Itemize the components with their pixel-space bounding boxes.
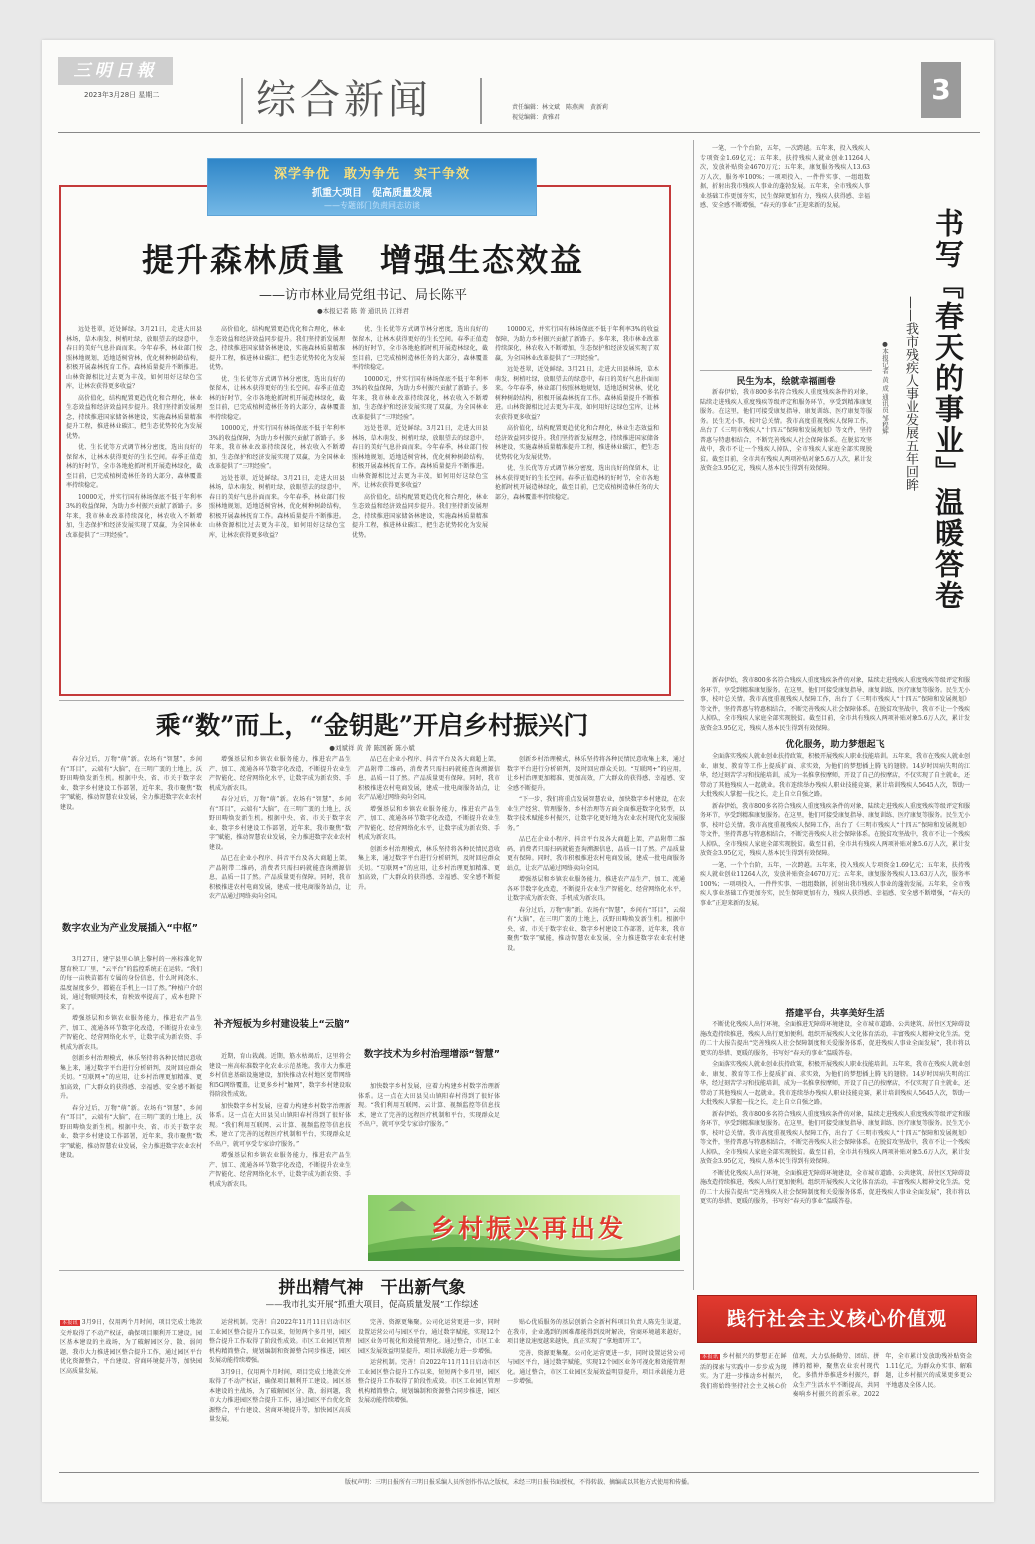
side-text-1: 一笔、一个个台阶，五年，一次跨越。五年来，投入残疾人专项资金1.69亿元；五年来，扶持残疾人就业创业11264人次，发放补贴资金4670万元；五年来，康复服务残疾人13.63万人次，服务率100%；一项项投入、一件件实事、一组组数据，折射出我市残疾人事业的蓬勃发展。五年来，全市残疾人事业基础工作更加夯实，民生保障更加有力，残疾人获得感、幸福感、安全感不断增强，“春天的事业”正迎来新的发展。 xyxy=(700,145,870,209)
core-values-banner xyxy=(697,1295,977,1343)
side-text-4d: 不断优化残疾人出行环境，全面推进无障碍环境建设，全市城市道路、公共建筑、居住区无障碍设施改造持续推进，残疾人出行更加便利。组织开展残疾人文化体育活动，丰富残疾人精神文化生活。党的二十大报告提出“完善残疾人社会保障制度和关爱服务体系，促进残疾人事业全面发展”，我市将以更实的举措、更暖的服务，书写好“春天的事业”温暖答卷。 xyxy=(700,1169,970,1205)
side-text-3: 全面落实残疾人就业创业扶持政策，积极开展残疾人职业技能培训。五年来，我市在残疾人就业创业、康复、教育等工作上提质扩面、求实效，为他们的梦想插上腾飞的翅膀。14岁时因病失明的江华，经过刻苦学习和技能培训，成为一名推拿按摩师，开设了自己的按摩店，不仅实现了自主就业，还带动了其他残疾人一起就业。我市连续举办残疾人职业技能竞赛，累计培训残疾人5645人次，帮助一大批残疾人掌握一技之长，走上自立自强之路。 xyxy=(700,753,970,798)
top-col2-cont3: 远处苍翠，近处鲜绿。3月21日，走进大田县林场，草木萌发、树梢吐绿，放眼望去的绿意中，春日的美好气息扑面而来。今年春季，林业部门按照林地规划，适地适树营林，优化树种树龄结构，积极开展森林抚育工作。森林质量提升不断推进。山林资源相比过去更为丰茂，如何用好这绿色宝库，让林农获得更多收益？ xyxy=(209,474,345,539)
values-tag: 本报讯 xyxy=(702,1354,719,1360)
project-col4-text: 贴心优质服务的基层创新合全新村科项目负责人陈先生说道，在我市，企业遇到的困难都能得到及时解决，营商环境越来越好，项目建设速度越来越快，真正实现了“拿地即开工”。 xyxy=(507,1319,685,1345)
top-story-headline: 提升森林质量 增强生态效益 xyxy=(141,241,584,279)
issue-date: 2023年3月28日 星期二 xyxy=(84,91,160,99)
banner-line-3: ——专题部门负责同志访谈 xyxy=(324,201,420,210)
side-text-4: 不断优化残疾人出行环境，全面推进无障碍环境建设，全市城市道路、公共建筑、居住区无障碍设施改造持续推进，残疾人出行更加便利。组织开展残疾人文化体育活动，丰富残疾人精神文化生活。党的二十大报告提出“完善残疾人社会保障制度和关爱服务体系，促进残疾人事业全面发展”，我市将以更实的举措、更暖的服务，书写好“春天的事业”温暖答卷。 xyxy=(700,1021,970,1057)
rural-col1b-cont3: 春分过后，万物“萌”新。农场有“智慧”，乡间有“耳目”，云端有“大脑”，在三明广袤的土地上，沃野田畴焕发新生机。根据中央、省、市关于数字农业、数字乡村建设工作部署，近年来，我市聚焦“数字”赋能，推动智慧农业发展，全力推进数字农业农村建设。 xyxy=(60,1104,202,1159)
side-text-3b: 新春伊始，我市800多名符合残疾人重度残疾条件的对象，陆续走进残疾人重度残疾等级评定和服务环节，享受到精准康复服务。在这里，他们可接受康复指导、康复训练、医疗康复等服务。民生无小事，枝叶总关情。我市高度重视残疾人保障工作，出台了《三明市残疾人“十四五”保障和发展规划》等文件，坚持普惠与特惠相结合，不断完善残疾人社会保障体系。在脱贫攻坚战中，我市不让一个残疾人掉队，全市残疾人家庭全部实现脱贫。截至目前，全市共有残疾人两项补贴对象5.6万人次，累计发放资金3.95亿元，残疾人基本民生得到有效保障。 xyxy=(700,802,970,857)
rural-col3-text: 品已在企业小程序、抖音平台及各大商超上架，产品附带二维码，消费者只需扫码就能查询溯源信息，品质一目了然。产品质量更有保障。同时，我市积极推进农村电商发展，建成一批电商服务站点，让农产品通过网络卖向全国。 xyxy=(358,756,500,801)
newspaper-page xyxy=(42,40,994,1502)
masthead-logo xyxy=(58,57,173,85)
values-text: 乡村振兴的梦想正在鲜活的探索与实践中一步步成为现实。为了进一步推动乡村振兴，我们将始终坚持社会主义核心价值观，大力弘扬勤劳、团结、拼搏的精神，聚焦农业农村现代化，多措并举推进乡村振兴，群众生产生活水平不断提高，共同奏响乡村振兴的新乐章。2022年，全市累计发放助残补贴资金1.11亿元，为群众办实事、解难题，让乡村振兴的成果更多更公平地惠及全体人民。 xyxy=(700,1353,972,1398)
project-col-3 xyxy=(358,1318,500,1468)
rural-col3-cont: 增强基层和乡镇农业服务能力，推进农产品生产、加工、流通各环节数字化改造，不断提升农业生产智能化、经营网络化水平，让数字成为新农资、手机成为新农具。 xyxy=(358,805,500,841)
project-col2-text: 运营机制。完善！自2022年11月11日启动市区工业园区整合提升工作以来，短短两个多月里，园区整合提升工作取得了阶段性成效。市区工业园区管理机构精简整合，规划编制和资源整合同步推进，园区发展动能持续增强。 xyxy=(209,1319,351,1364)
rural-col1-text: 春分过后，万物“萌”新。农场有“智慧”，乡间有“耳目”，云端有“大脑”，在三明广袤的土地上，沃野田畴焕发新生机。根据中央、省、市关于数字农业、数字乡村建设工作部署，近年来，我市聚焦“数字”赋能，推动智慧农业发展，全力推进数字农业农村建设。 xyxy=(60,756,202,811)
top-story-byline: ●本报记者 陈 菁 通讯员 江祥君 xyxy=(317,307,409,315)
rural-col2-cont2: 品已在企业小程序、抖音平台及各大商超上架，产品附带二维码，消费者只需扫码就能查询溯源信息，品质一目了然。产品质量更有保障。同时，我市积极推进农村电商发展，建成一批电商服务站点，让农产品通过网络卖向全国。 xyxy=(209,855,351,900)
project-col3-cont: 运营机制。完善！自2022年11月11日启动市区工业园区整合提升工作以来，短短两个多月里，园区整合提升工作取得了阶段性成效。市区工业园区管理机构精简整合，规划编制和资源整合同步推进，园区发展动能持续增强。 xyxy=(358,1359,500,1404)
project-tag: 本报讯 xyxy=(62,1320,78,1326)
side-subhead-1: 民生为本，绘就幸福画卷 xyxy=(736,377,836,387)
rural-col3b-text: 加快数字乡村发展，应着力构建乡村数字治理新体系。这一点在大田县吴山镇阳春村得到了很好体现。“我们利用互联网、云计算、视频监控等信息技术，建立了完善的远程医疗机制和平台，实现群众足不出户，就可享受专家诊疗服务。” xyxy=(358,1083,500,1128)
top-col3-cont3: 高价值化，结构配置更趋优化和合理化，林业生态效益和经济效益同步提升。我们坚持新发展理念，持续推进国家储备林建设，实施森林质量精准提升工程，推进林业碳汇，把生态优势转化为发展优势。 xyxy=(352,493,488,539)
top-story-col-1 xyxy=(66,325,202,685)
rural-revival-banner xyxy=(368,1195,680,1261)
side-story-text-4 xyxy=(700,1020,970,1288)
logo-text: 三明日報 xyxy=(73,61,158,81)
rural-col2b-cont: 加快数字乡村发展，应着力构建乡村数字治理新体系。这一点在大田县吴山镇阳春村得到了很好体现。“我们利用互联网、云计算、视频监控等信息技术，建立了完善的远程医疗机制和平台，实现群众足不出户，就可享受专家诊疗服务。” xyxy=(209,1102,351,1148)
rural-col3-cont2: 创新乡村治理模式，林乐坚持将各种民情民意收集上来，通过数字平台进行分析研判，及时回应群众关切。“互联网+”的应用，让乡村治理更加精准、更加高效，广大群众的获得感、幸福感、安全感不断提升。 xyxy=(358,845,500,891)
project-col3-text: 完善、资源更集聚。公司化运营更进一步，同时设置运营公司与园区平台，通过数字赋能，实现12个园区业务可视化和效能管理化。通过整合，市区工业园区发展效益明显提升，项目承载能力进一步增强。 xyxy=(358,1319,500,1355)
rural-col4-cont2: 增强基层和乡镇农业服务能力，推进农产品生产、加工、流通各环节数字化改造，不断提升农业生产智能化、经营网络化水平，让数字成为新农资、手机成为新农具。 xyxy=(507,876,685,902)
editor-line-1: 责任编辑：林文斌 陈燕茜 黄新莉 xyxy=(512,104,609,111)
rural-col1b-cont2: 创新乡村治理模式，林乐坚持将各种民情民意收集上来，通过数字平台进行分析研判，及时回应群众关切。“互联网+”的应用，让乡村治理更加精准、更加高效，广大群众的获得感、幸福感、安全感不断提升。 xyxy=(60,1055,202,1100)
side-story-subheadline: ——我市残疾人事业发展五年回眸 xyxy=(903,296,918,491)
project-col4-cont: 完善、资源更集聚。公司化运营更进一步，同时设置运营公司与园区平台，通过数字赋能，实现12个园区业务可视化和效能管理化。通过整合，市区工业园区发展效益明显提升，项目承载能力进一步增强。 xyxy=(507,1349,685,1385)
rural-col1b-text: 3月27日，建宁县里心镇上黎村的一座标准化智慧育秧工厂里，“云平台”的监控系统正在运转。“我们的每一亩秧苗都有专属的身份信息，什么时间浇水、温度湿度多少，都能在手机上一目了然。”种植户介绍说，通过物联网技术，育秧效率提高了，成本也降下来了。 xyxy=(60,956,202,1011)
side-story-text-2 xyxy=(700,388,872,671)
top-col1-cont: 高价值化，结构配置更趋优化和合理化，林业生态效益和经济效益同步提升。我们坚持新发展理念，持续推进国家储备林建设，实施森林质量精准提升工程，推进林业碳汇，把生态优势转化为发展优势。 xyxy=(66,394,202,440)
top-col3-cont: 10000元，并实行国有林场保底不低于年利率3%的收益保障，为助力乡村振兴贡献了新路子。多年来，我市林业改革持续深化，林农收入不断增加，生态保护和经济发展实现了双赢，为全国林业改革提供了“三明经验”。 xyxy=(352,375,488,421)
side-story-text-2b xyxy=(700,676,970,734)
project-col-1 xyxy=(60,1318,202,1468)
top-col1-text: 远处苍翠，近处鲜绿。3月21日，走进大田县林场，草木萌发、树梢吐绿，放眼望去的绿意中，春日的美好气息扑面而来。今年春季，林业部门按照林地规划，适地适树营林，优化树种树龄结构，积极开展森林抚育工作。森林质量提升不断推进。山林资源相比过去更为丰茂，如何用好这绿色宝库，让林农获得更多收益？ xyxy=(66,326,202,390)
side-text-3c: 一笔、一个个台阶，五年，一次跨越。五年来，投入残疾人专项资金1.69亿元；五年来，扶持残疾人就业创业11264人次，发放补贴资金4670万元；五年来，康复服务残疾人13.63万人次，服务率100%；一项项投入、一件件实事、一组组数据，折射出我市残疾人事业的蓬勃发展。五年来，全市残疾人事业基础工作更加夯实，民生保障更加有力，残疾人获得感、幸福感、安全感不断增强，“春天的事业”正迎来新的发展。 xyxy=(700,861,970,907)
rural-col-3-a xyxy=(358,755,500,1045)
project-story-headline: 拼出精气神 干出新气象 xyxy=(278,1278,466,1298)
rural-story-headline: 乘“数”而上，“金钥匙”开启乡村振兴门 xyxy=(155,711,589,740)
copyright-footer: 版权声明：三明日报所有三明日报采编人员所创作作品之版权，未经三明日报书面授权，不得转载、摘编或以其他方式使用和传播。 xyxy=(344,1479,693,1486)
top-col1-cont3: 10000元，并实行国有林场保底不低于年利率3%的收益保障，为助力乡村振兴贡献了新路子。多年来，我市林业改革持续深化，林农收入不断增加，生态保护和经济发展实现了双赢，为全国林业改革提供了“三明经验”。 xyxy=(66,493,202,539)
rural-col2-text: 增强基层和乡镇农业服务能力，推进农产品生产、加工、流通各环节数字化改造，不断提升农业生产智能化、经营网络化水平，让数字成为新农资、手机成为新农具。 xyxy=(209,756,351,792)
top-col3-cont2: 远处苍翠，近处鲜绿。3月21日，走进大田县林场，草木萌发、树梢吐绿，放眼望去的绿意中，春日的美好气息扑面而来。今年春季，林业部门按照林地规划，适地适树营林，优化树种树龄结构，积极开展森林抚育工作。森林质量提升不断推进。山林资源相比过去更为丰茂，如何用好这绿色宝库，让林农获得更多收益？ xyxy=(352,425,488,489)
rural-col4-cont: 品已在企业小程序、抖音平台及各大商超上架，产品附带二维码，消费者只需扫码就能查询溯源信息，品质一目了然。产品质量更有保障。同时，我市积极推进农村电商发展，建成一批电商服务站点，让农产品通过网络卖向全国。 xyxy=(507,836,685,872)
side-text-4b: 全面落实残疾人就业创业扶持政策，积极开展残疾人职业技能培训。五年来，我市在残疾人就业创业、康复、教育等工作上提质扩面、求实效，为他们的梦想插上腾飞的翅膀。14岁时因病失明的江华，经过刻苦学习和技能培训，成为一名推拿按摩师，开设了自己的按摩店，不仅实现了自主就业，还带动了其他残疾人一起就业。我市连续举办残疾人职业技能竞赛，累计培训残疾人5645人次，帮助一大批残疾人掌握一技之长，走上自立自强之路。 xyxy=(700,1061,970,1106)
top-col4-cont: 远处苍翠，近处鲜绿。3月21日，走进大田县林场，草木萌发、树梢吐绿，放眼望去的绿意中，春日的美好气息扑面而来。今年春季，林业部门按照林地规划，适地适树营林，优化树种树龄结构，积极开展森林抚育工作。森林质量提升不断推进。山林资源相比过去更为丰茂，如何用好这绿色宝库，让林农获得更多收益？ xyxy=(495,366,659,421)
project-col1-text: 3月9日，仅用两个月时间，项目完成土地款交并取得了不动产权证，确保项目顺利开工建设。园区基本建设的主战场，为了破解园区分、散、弱问题，我市大力推进园区整合提升工作，通过园区平台优化资源整合，平台建设、营商环境提升等，加快园区高质量发展。 xyxy=(60,1319,202,1375)
rural-col4-cont3: 春分过后，万物“萌”新。农场有“智慧”，乡间有“耳目”，云端有“大脑”，在三明广袤的土地上，沃野田畴焕发新生机。根据中央、省、市关于数字农业、数字乡村建设工作部署，近年来，我市聚焦“数字”赋能，推动智慧农业发展，全力推进数字农业农村建设。 xyxy=(507,906,685,952)
rural-subhead-1: 数字农业为产业发展插入“中枢” xyxy=(62,923,198,934)
rural-col1b-cont: 增强基层和乡镇农业服务能力，推进农产品生产、加工、流通各环节数字化改造，不断提升农业生产智能化、经营网络化水平，让数字成为新农资、手机成为新农具。 xyxy=(60,1015,202,1051)
rural-col2-cont: 春分过后，万物“萌”新。农场有“智慧”，乡间有“耳目”，云端有“大脑”，在三明广袤的土地上，沃野田畴焕发新生机。根据中央、省、市关于数字农业、数字乡村建设工作部署，近年来，我市聚焦“数字”赋能，推动智慧农业发展，全力推进数字农业农村建设。 xyxy=(209,796,351,851)
side-subhead-2: 优化服务，助力梦想起飞 xyxy=(785,740,885,750)
side-text-2b: 新春伊始，我市800多名符合残疾人重度残疾条件的对象，陆续走进残疾人重度残疾等级评定和服务环节，享受到精准康复服务。在这里，他们可接受康复指导、康复训练、医疗康复等服务。民生无小事，枝叶总关情。我市高度重视残疾人保障工作，出台了《三明市残疾人“十四五”保障和发展规划》等文件，坚持普惠与特惠相结合，不断完善残疾人社会保障体系。在脱贫攻坚战中，我市不让一个残疾人掉队，全市残疾人家庭全部实现脱贫。截至目前，全市共有残疾人两项补贴对象5.6万人次，累计发放资金3.95亿元，残疾人基本民生得到有效保障。 xyxy=(700,677,970,732)
rural-story-byline: ●刘斌祥 黄 菁 陈国新 陈小斌 xyxy=(329,744,415,752)
editor-line-2: 视觉编辑：黄雅君 xyxy=(512,114,561,121)
top-story-col-3 xyxy=(352,325,488,685)
banner-line-1: 深学争优 敢为争先 实干争效 xyxy=(273,167,470,182)
project-col2-cont: 3月9日，仅用两个月时间，项目完成土地款交并取得了不动产权证，确保项目顺利开工建设。园区基本建设的主战场，为了破解园区分、散、弱问题，我市大力推进园区整合提升工作，通过园区平台优化资源整合，平台建设、营商环境提升等，加快园区高质量发展。 xyxy=(209,1368,351,1423)
campaign-banner xyxy=(207,158,537,216)
project-col-2 xyxy=(209,1318,351,1468)
core-values-title: 践行社会主义核心价值观 xyxy=(726,1308,947,1330)
rural-col4-text: 创新乡村治理模式，林乐坚持将各种民情民意收集上来，通过数字平台进行分析研判，及时回应群众关切。“互联网+”的应用，让乡村治理更加精准、更加高效，广大群众的获得感、幸福感、安全感不断提升。 xyxy=(507,756,685,792)
rural-col-2-a xyxy=(209,755,351,1010)
top-col2-text: 高价值化，结构配置更趋优化和合理化，林业生态效益和经济效益同步提升。我们坚持新发展理念，持续推进国家储备林建设，实施森林质量精准提升工程，推进林业碳汇，把生态优势转化为发展优势。 xyxy=(209,326,345,371)
page-number xyxy=(921,62,961,118)
side-story-text-3 xyxy=(700,752,970,1002)
side-text-2: 新春伊始，我市800多名符合残疾人重度残疾条件的对象，陆续走进残疾人重度残疾等级评定和服务环节，享受到精准康复服务。在这里，他们可接受康复指导、康复训练、医疗康复等服务。民生无小事，枝叶总关情。我市高度重视残疾人保障工作，出台了《三明市残疾人“十四五”保障和发展规划》等文件，坚持普惠与特惠相结合，不断完善残疾人社会保障体系。在脱贫攻坚战中，我市不让一个残疾人掉队，全市残疾人家庭全部实现脱贫。截至目前，全市共有残疾人两项补贴对象5.6万人次，累计发放资金3.95亿元，残疾人基本民生得到有效保障。 xyxy=(700,389,872,472)
section-title: 综合新闻 xyxy=(256,77,432,123)
rural-banner-title: 乡村振兴再出发 xyxy=(430,1214,627,1243)
rural-col2b-cont2: 增强基层和乡镇农业服务能力，推进农产品生产、加工、流通各环节数字化改造，不断提升农业生产智能化、经营网络化水平，让数字成为新农资、手机成为新农具。 xyxy=(209,1152,351,1188)
top-story-col-2 xyxy=(209,325,345,685)
rural-subhead-2: 补齐短板为乡村建设装上“云脑” xyxy=(214,1019,350,1030)
rural-col-1-b xyxy=(60,955,202,1267)
rural-col4b-text: “下一步，我们将重点发展智慧农业，加快数字乡村建设，在农业生产经营、管理服务、乡村治理等方面全面推进数字化转型，以数字技术赋能乡村振兴，让数字化更好地为农业农村现代化发展服务。” xyxy=(507,796,685,832)
page-number-text: 3 xyxy=(931,73,951,106)
project-col-4 xyxy=(507,1318,685,1468)
rural-col-3-b xyxy=(358,1082,500,1190)
side-story-byline: ●本报记者 黄 成 通讯员 邹程辉 xyxy=(881,340,889,435)
top-col4-cont3: 优、生长优等方式调节林分密度，选出良好的保留木，让林木获得更好的生长空间。春季正值造林的好时节，全市各地抢抓时机开展造林绿化，截至目前，已完成植树造林任务的大部分，森林覆盖率持续稳定。 xyxy=(495,465,659,501)
top-story-col-4 xyxy=(495,325,659,685)
side-subhead-3: 搭建平台，共享美好生活 xyxy=(785,1009,885,1019)
top-col4-text: 10000元，并实行国有林场保底不低于年利率3%的收益保障，为助力乡村振兴贡献了新路子。多年来，我市林业改革持续深化，林农收入不断增加，生态保护和经济发展实现了双赢，为全国林业改革提供了“三明经验”。 xyxy=(495,326,659,362)
top-col3-text: 优、生长优等方式调节林分密度，选出良好的保留木，让林木获得更好的生长空间。春季正值造林的好时节，全市各地抢抓时机开展造林绿化，截至目前，已完成植树造林任务的大部分，森林覆盖率持续稳定。 xyxy=(352,326,488,371)
rural-col-2-b xyxy=(209,1052,351,1267)
top-story-subheadline: ——访市林业局党组书记、局长陈平 xyxy=(258,288,467,303)
top-col1-cont2: 优、生长优等方式调节林分密度，选出良好的保留木，让林木获得更好的生长空间。春季正值造林的好时节，全市各地抢抓时机开展造林绿化，截至目前，已完成植树造林任务的大部分，森林覆盖率持续稳定。 xyxy=(66,444,202,489)
rural-col-4 xyxy=(507,755,685,1190)
top-col2-cont: 优、生长优等方式调节林分密度，选出良好的保留木，让林木获得更好的生长空间。春季正值造林的好时节，全市各地抢抓时机开展造林绿化，截至目前，已完成植树造林任务的大部分，森林覆盖率持续稳定。 xyxy=(209,375,345,421)
rural-subhead-3: 数字技术为乡村治理增添“智慧” xyxy=(364,1049,500,1060)
side-story-headline: 书写『春天的事业』温暖答卷 xyxy=(931,208,965,611)
top-col2-cont2: 10000元，并实行国有林场保底不低于年利率3%的收益保障，为助力乡村振兴贡献了新路子。多年来，我市林业改革持续深化，林农收入不断增加，生态保护和经济发展实现了双赢，为全国林业改革提供了“三明经验”。 xyxy=(209,425,345,470)
rural-col-1-a xyxy=(60,755,202,917)
banner-line-2: 抓重大项目 促高质量发展 xyxy=(312,188,432,199)
side-text-4c: 新春伊始，我市800多名符合残疾人重度残疾条件的对象，陆续走进残疾人重度残疾等级评定和服务环节，享受到精准康复服务。在这里，他们可接受康复指导、康复训练、医疗康复等服务。民生无小事，枝叶总关情。我市高度重视残疾人保障工作，出台了《三明市残疾人“十四五”保障和发展规划》等文件，坚持普惠与特惠相结合，不断完善残疾人社会保障体系。在脱贫攻坚战中，我市不让一个残疾人掉队，全市残疾人家庭全部实现脱贫。截至目前，全市共有残疾人两项补贴对象5.6万人次，累计发放资金3.95亿元，残疾人基本民生得到有效保障。 xyxy=(700,1110,970,1165)
top-col4-cont2: 高价值化，结构配置更趋优化和合理化，林业生态效益和经济效益同步提升。我们坚持新发展理念，持续推进国家储备林建设，实施森林质量精准提升工程，推进林业碳汇，把生态优势转化为发展优势。 xyxy=(495,425,659,461)
side-story-top-text xyxy=(700,144,870,369)
rural-col2b-text: 近期，育山栽蔬。近期，筋水枯竭后，这里将会建设一座高标准数字化农业示范基地。我市大力推进乡村信息基础设施建设，加快推动农村地区宽带网络和5G网络覆盖，让更多乡村“触网”，数字乡村建设取得阶段性成效。 xyxy=(209,1053,351,1098)
values-story-text xyxy=(700,1352,972,1468)
project-story-subheadline: ——我市扎实开展“抓重大项目，促高质量发展”工作综述 xyxy=(265,1300,479,1310)
